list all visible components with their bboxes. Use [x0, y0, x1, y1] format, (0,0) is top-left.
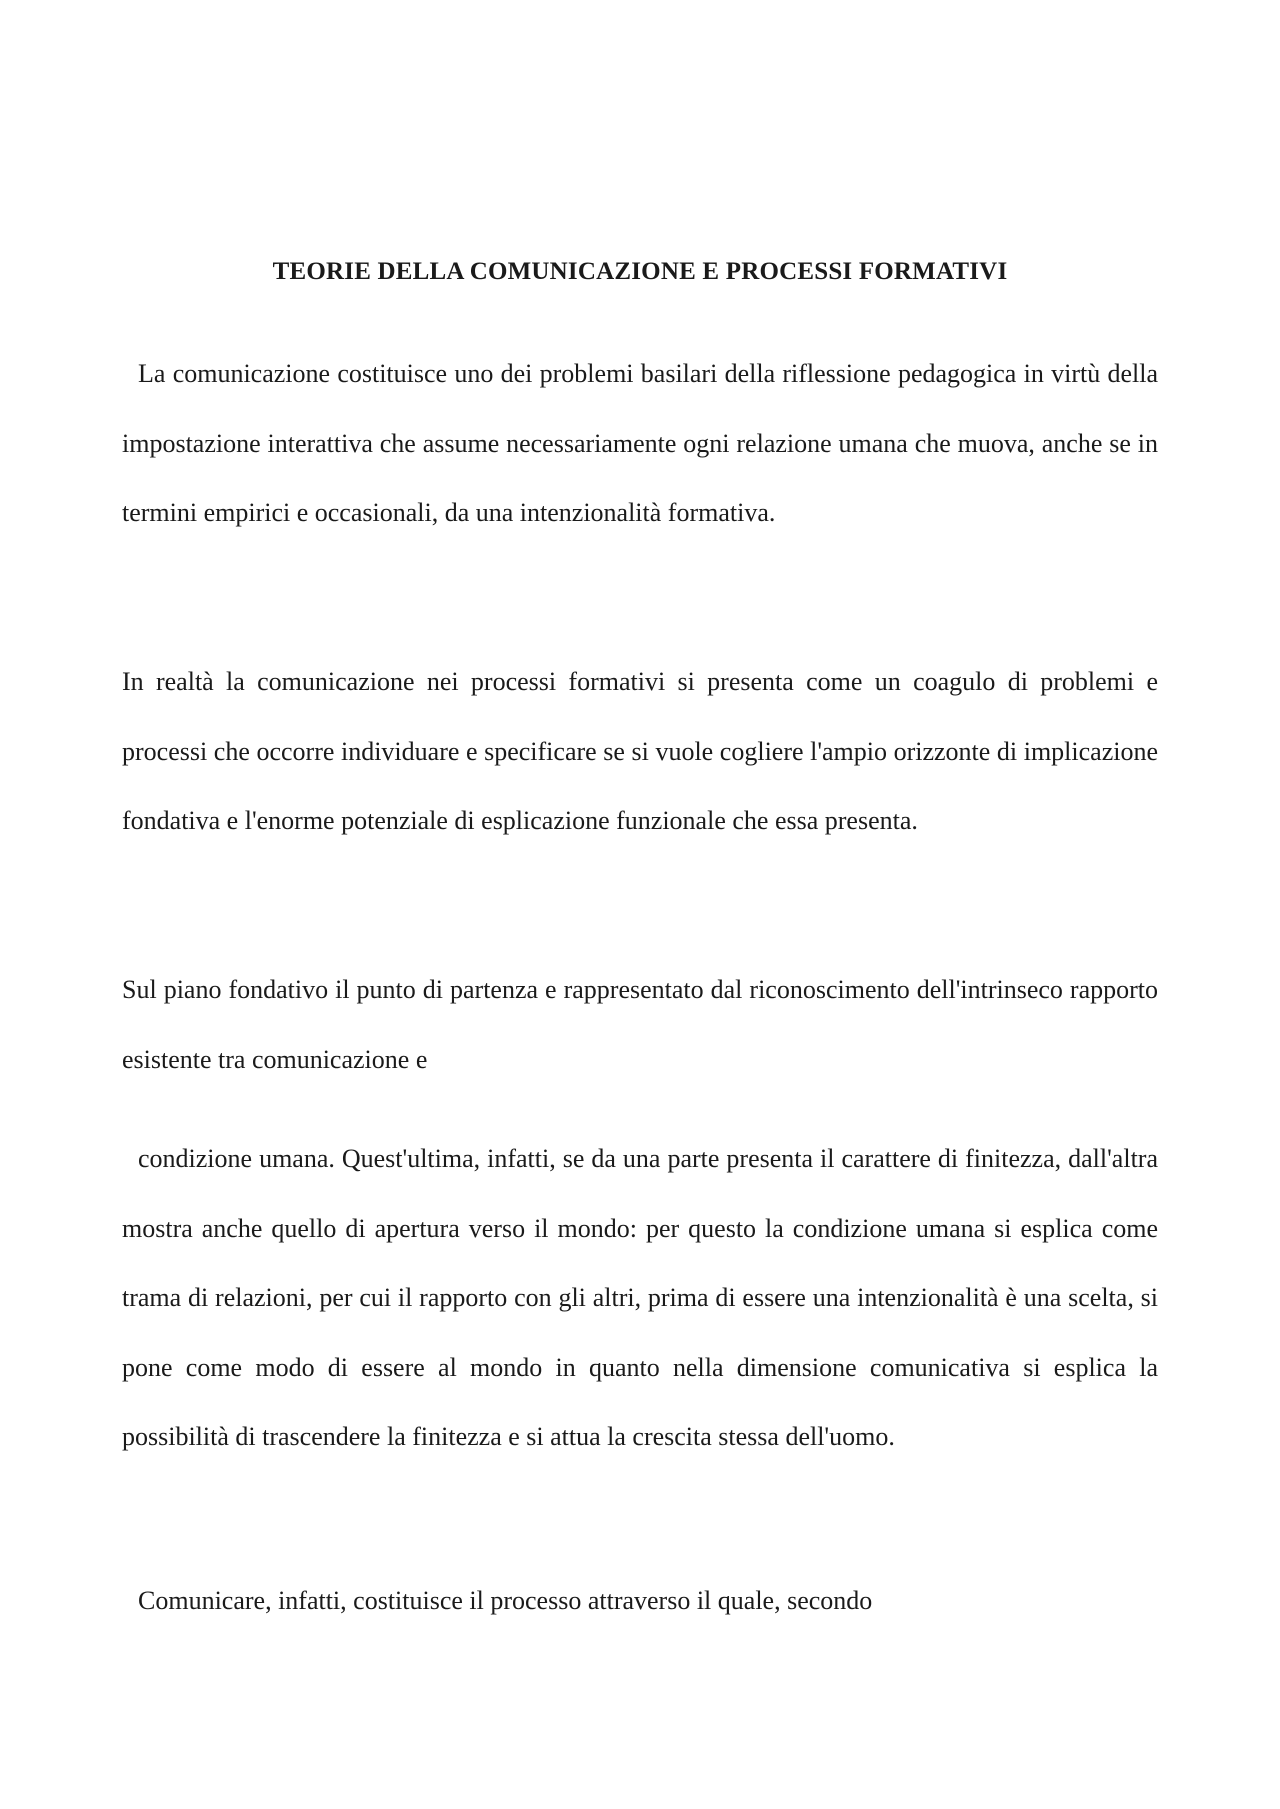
paragraph-4: condizione umana. Quest'ultima, infatti, se da una parte presenta il carattere di finitezza, dall'altra mostra anche quello di apertura verso il mondo: per questo la condizione umana si esplica come trama di relazioni, per cui il rapporto con gli altri, prima di essere una intenzionalità è una scelta, si pone come modo di essere al mondo in quanto nella dimensione comunicativa si esplica la possibilità di trascendere la finitezza e si attua la crescita stessa dell'uomo. — [122, 1144, 1158, 1451]
paragraph-5: Comunicare, infatti, costituisce il processo attraverso il quale, secondo — [138, 1586, 873, 1615]
paragraph-1: La comunicazione costituisce uno dei problemi basilari della riflessione pedagogica in virtù della impostazione interattiva che assume necessariamente ogni relazione umana che muova, anche se in termini empirici e occasionali, da una intenzionalità formativa. — [122, 359, 1158, 527]
paragraph-2: In realtà la comunicazione nei processi formativi si presenta come un coagulo di problemi e processi che occorre individuare e specificare se si vuole cogliere l'ampio orizzonte di implicazione fondativa e l'enorme potenziale di esplicazione funzionale che essa presenta. — [122, 667, 1158, 835]
paragraph-3: Sul piano fondativo il punto di partenza e rappresentato dal riconoscimento dell'intrinseco rapporto esistente tra comunicazione e — [122, 975, 1158, 1074]
document-title: TEORIE DELLA COMUNICAZIONE E PROCESSI FORMATIVI — [272, 258, 1008, 285]
